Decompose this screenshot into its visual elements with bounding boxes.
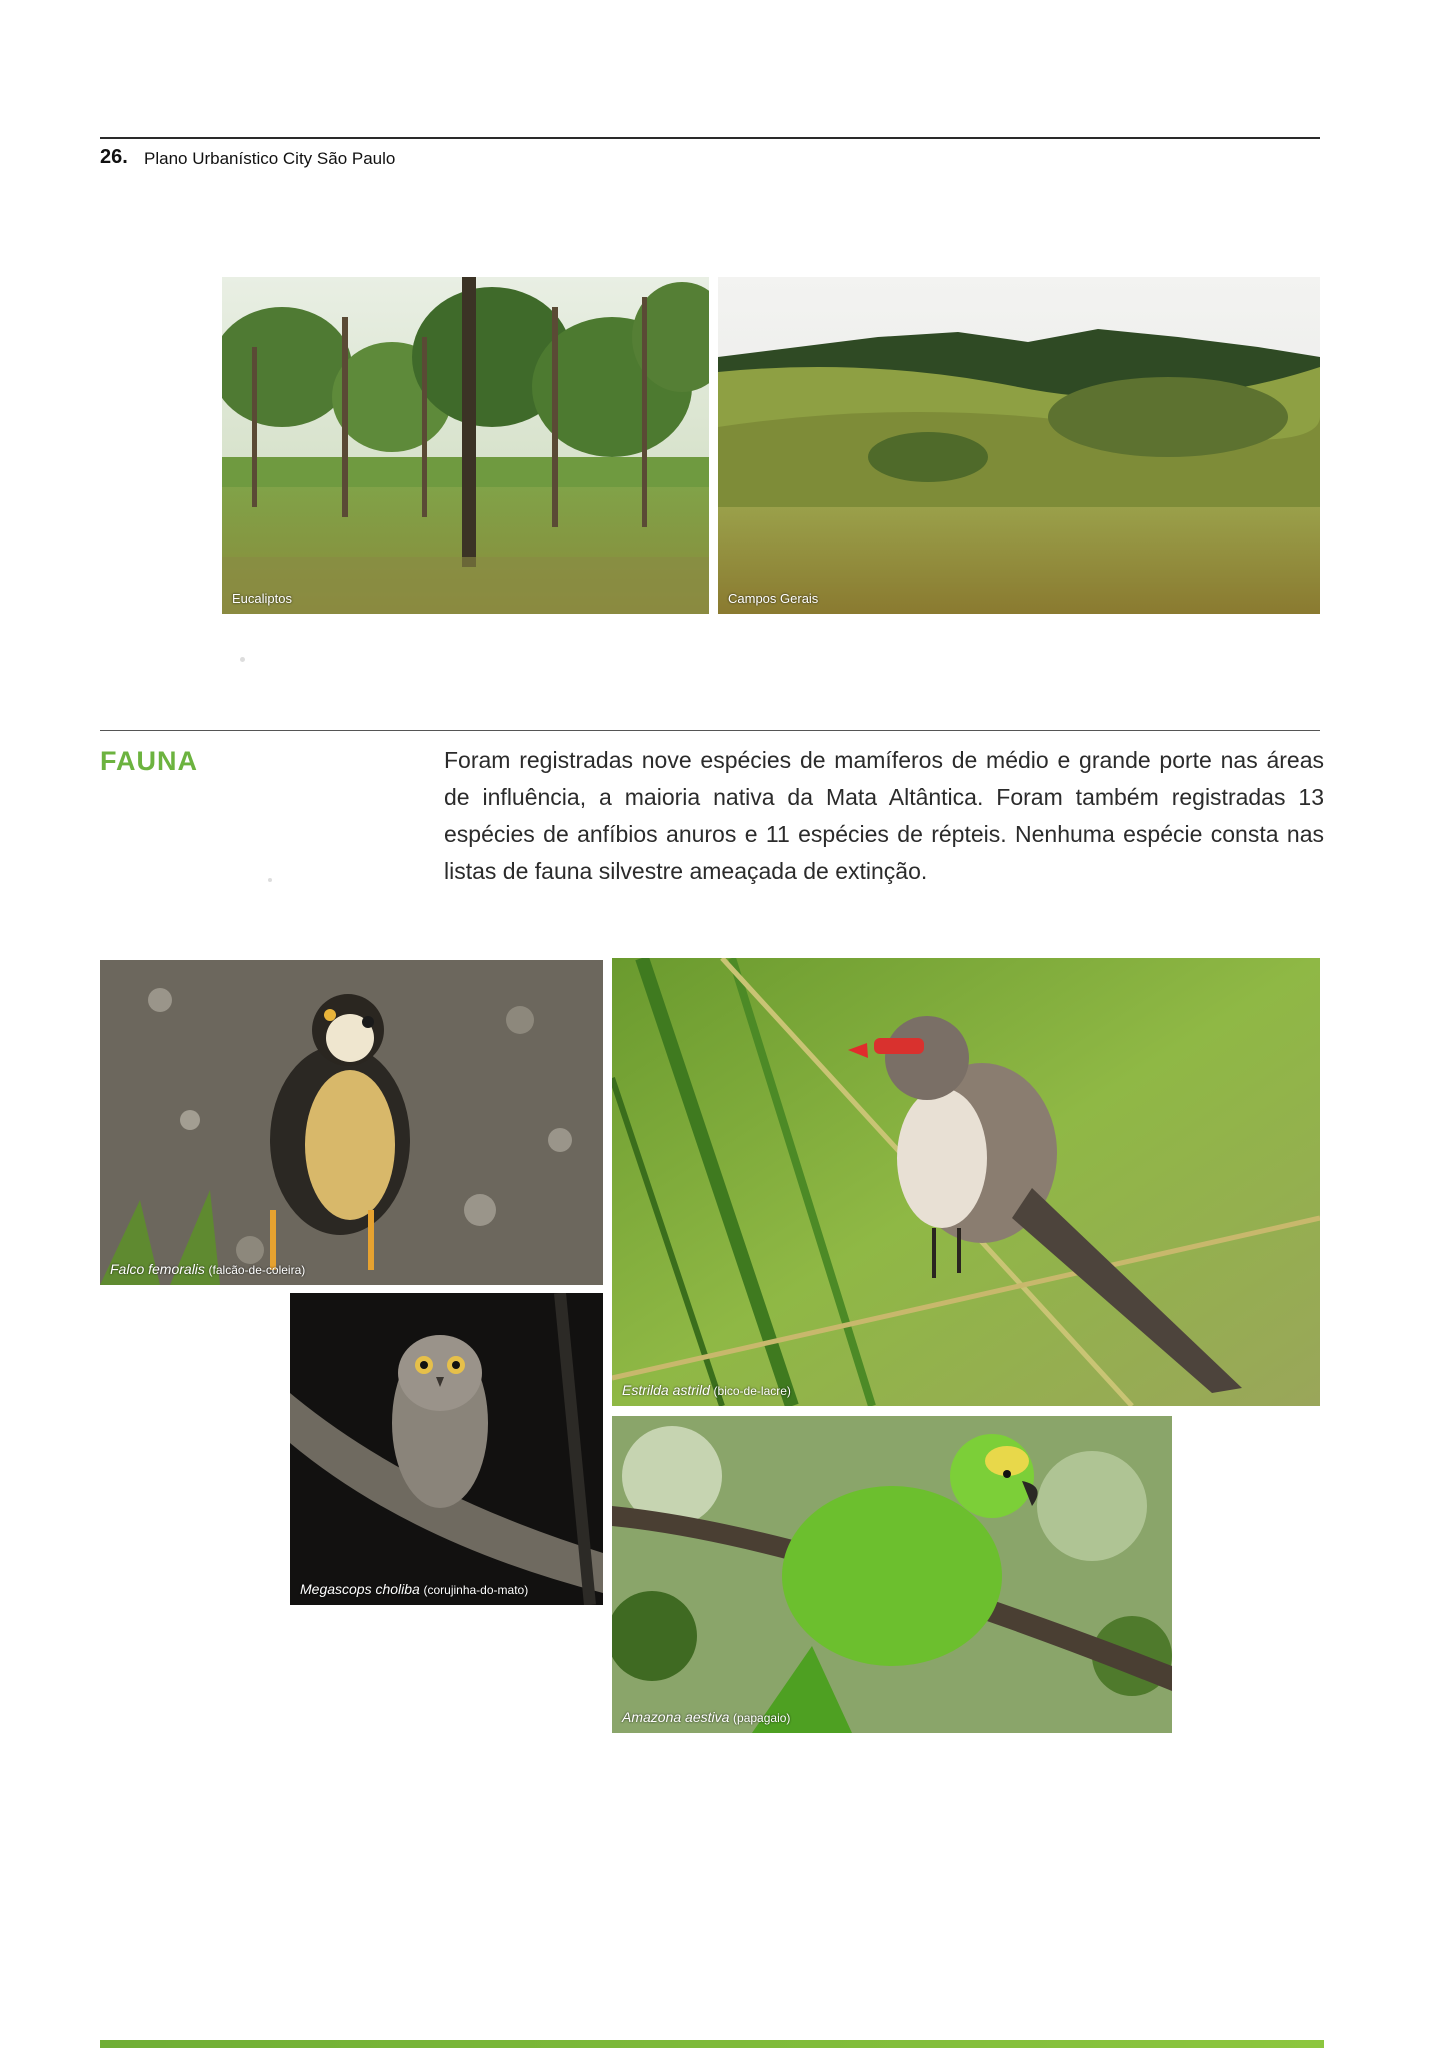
page-number: 26. [100,146,128,168]
owl-illustration [290,1293,603,1605]
caption-amazona [622,1709,790,1725]
scan-speck [268,878,272,882]
footer-accent-bar [100,2040,1324,2048]
scan-speck [240,657,245,662]
caption-scientific-name: Falco femoralis [110,1261,205,1277]
caption-megascops [300,1581,528,1597]
photo-falco-femoralis [100,960,603,1285]
header-rule [100,137,1320,139]
parrot-illustration [612,1416,1172,1733]
caption-eucaliptos: Eucaliptos [232,591,292,606]
caption-common-name: (corujinha-do-mato) [423,1583,529,1597]
falcon-illustration [100,960,603,1285]
photo-eucaliptos [222,277,709,614]
caption-common-name: (bico-de-lacre) [713,1384,791,1398]
section-heading-fauna: FAUNA [100,746,198,776]
photo-campos-gerais [718,277,1320,614]
fauna-paragraph: Foram registradas nove espécies de mamíferos de médio e grande porte nas áreas de influência, a maioria nativa da Mata Altântica. Foram também registradas 13 espécies de anfíbios anuros e 11 espécies de répteis. Nenhuma espécie consta nas listas de fauna silvestre ameaçada de extinção. [444,747,1324,884]
caption-estrilda [622,1382,791,1398]
photo-megascops-choliba [290,1293,603,1605]
caption-scientific-name: Amazona aestiva [622,1709,730,1725]
caption-common-name: (falcão-de-coleira) [208,1263,306,1277]
section-rule [100,730,1320,731]
caption-campos-gerais: Campos Gerais [728,591,819,606]
document-title: Plano Urbanístico City São Paulo [144,149,396,168]
caption-falco [110,1261,305,1277]
eucalyptus-illustration [222,277,709,614]
photo-amazona-aestiva [612,1416,1172,1733]
waxbill-illustration [612,958,1320,1406]
caption-scientific-name: Megascops choliba [300,1581,420,1597]
caption-scientific-name: Estrilda astrild [622,1382,710,1398]
photo-estrilda-astrild [612,958,1320,1406]
grassland-illustration [718,277,1320,614]
caption-common-name: (papagaio) [733,1711,791,1725]
